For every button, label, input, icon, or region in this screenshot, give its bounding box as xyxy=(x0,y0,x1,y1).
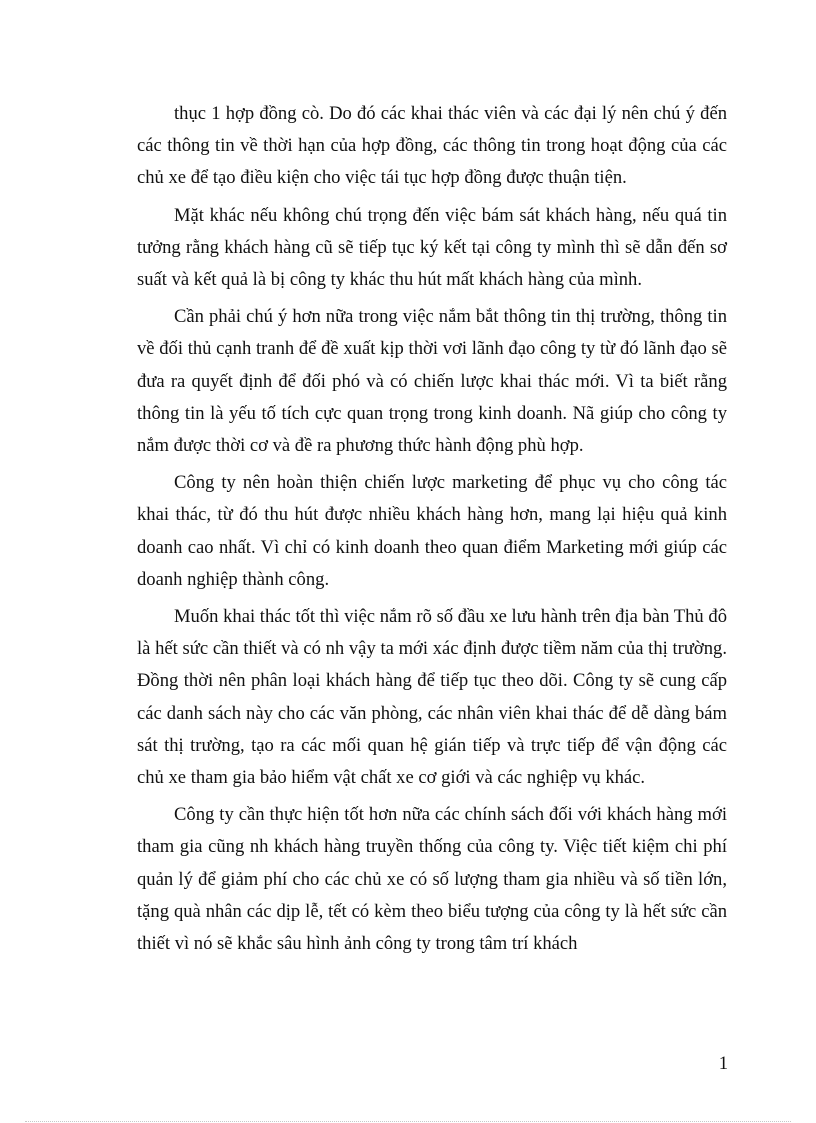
page-number: 1 xyxy=(718,1053,728,1074)
paragraph: Cần phải chú ý hơn nữa trong việc nắm bắt thông tin thị trường, thông tin về đối thủ cạnh tranh để đề xuất kịp thời vơi lãnh đạo công ty từ đó lãnh đạo sẽ đưa ra quyết định để đối phó và có chiến lược khai thác mới. Vì ta biết rằng thông tin là yếu tố tích cực quan trọng trong kinh doanh. Nã giúp cho công ty nắm được thời cơ và đề ra phương thức hành động phù hợp. xyxy=(137,306,727,457)
paragraph: Mặt khác nếu không chú trọng đến việc bám sát khách hàng, nếu quá tin tưởng rằng khách hàng cũ sẽ tiếp tục ký kết tại công ty mình thì sẽ dẫn đến sơ suất và kết quả là bị công ty khác thu hút mất khách hàng của mình. xyxy=(137,204,727,291)
footer-divider xyxy=(25,1121,791,1122)
paragraph: Muốn khai thác tốt thì việc nắm rõ số đầu xe lưu hành trên địa bàn Thủ đô là hết sức cần thiết và có nh vậy ta mới xác định được tiềm năm của thị trường. Đồng thời nên phân loại khách hàng để tiếp tục theo dõi. Công ty sẽ cung cấp các danh sách này cho các văn phòng, các nhân viên khai thác để dễ dàng bám sát thị trường, tạo ra các mối quan hệ gián tiếp và trực tiếp để vận động các chủ xe tham gia bảo hiểm vật chất xe cơ giới và các nghiệp vụ khác. xyxy=(137,606,727,789)
paragraph: Công ty cần thực hiện tốt hơn nữa các chính sách đối với khách hàng mới tham gia cũng nh khách hàng truyền thống của công ty. Việc tiết kiệm chi phí quản lý để giảm phí cho các chủ xe có số lượng tham gia nhiều và số tiền lớn, tặng quà nhân các dịp lễ, tết có kèm theo biểu tượng của công ty là hết sức cần thiết vì nó sẽ khắc sâu hình ảnh công ty trong tâm trí khách xyxy=(137,804,727,955)
paragraph: thục 1 hợp đồng cò. Do đó các khai thác viên và các đại lý nên chú ý đến các thông tin về thời hạn của hợp đồng, các thông tin trong hoạt động của các chủ xe để tạo điều kiện cho việc tái tục hợp đồng được thuận tiện. xyxy=(137,103,727,189)
body-text xyxy=(137,98,727,960)
paragraph: Công ty nên hoàn thiện chiến lược marketing để phục vụ cho công tác khai thác, từ đó thu hút được nhiều khách hàng hơn, mang lại hiệu quả kinh doanh cao nhất. Vì chỉ có kinh doanh theo quan điểm Marketing mới giúp các doanh nghiệp thành công. xyxy=(137,472,727,590)
